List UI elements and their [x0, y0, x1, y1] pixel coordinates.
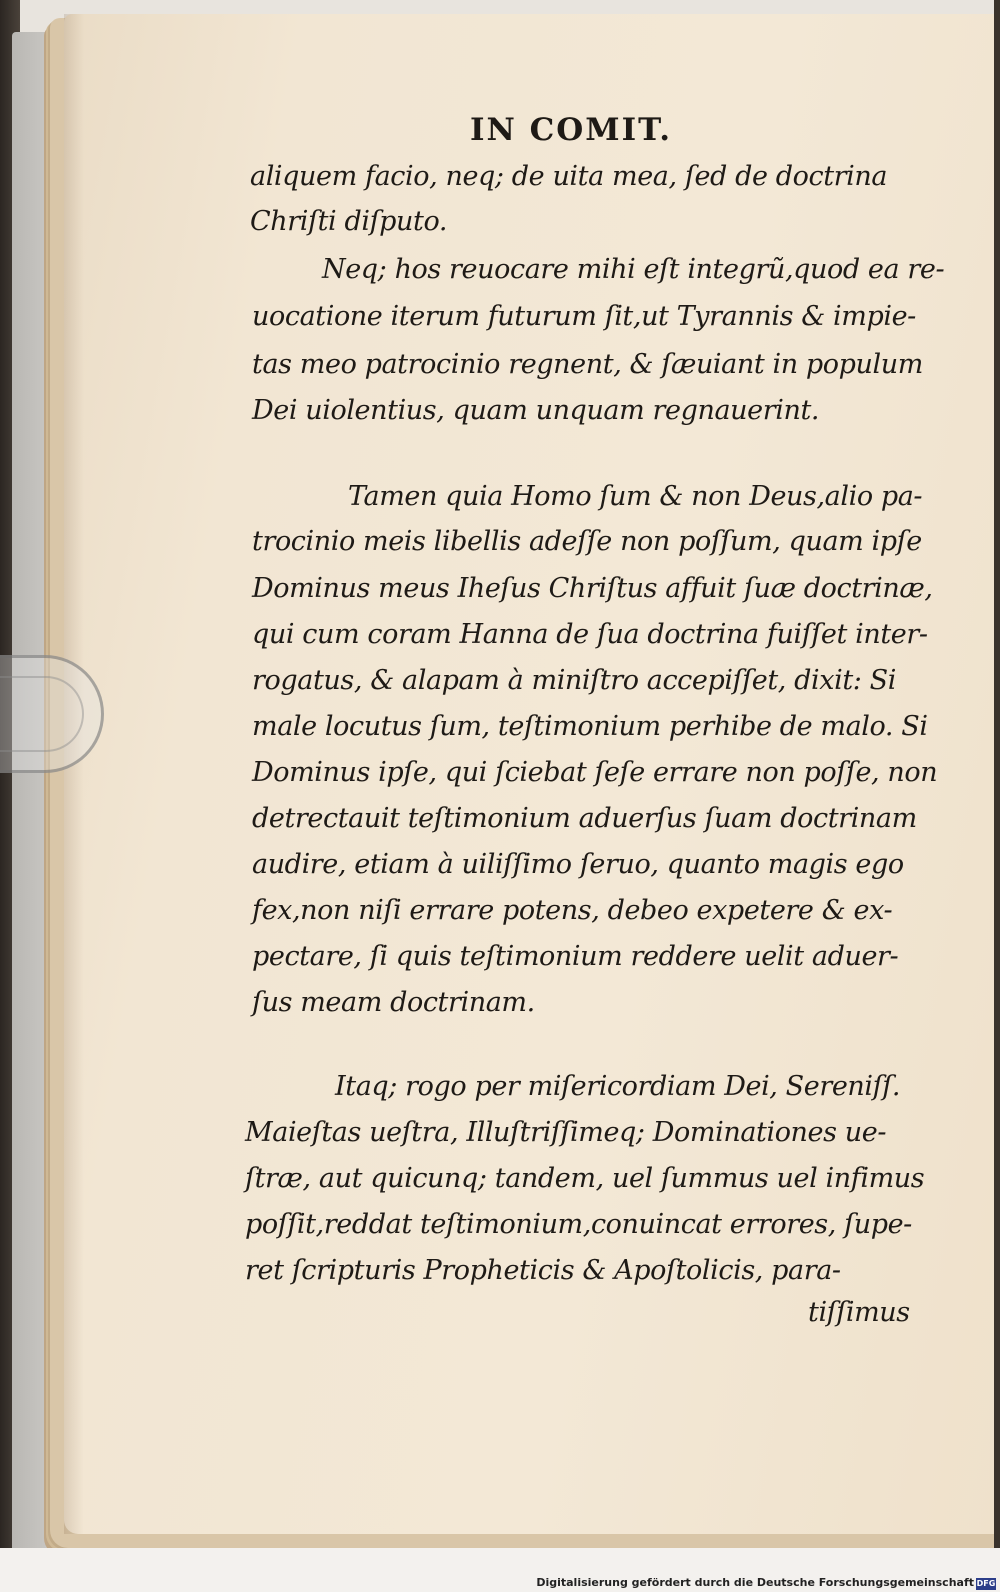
text-line: detrectauit teſtimonium aduerſus ſuam doctrinam	[252, 803, 917, 834]
text-line: rogatus, & alapam à miniſtro accepiſſet, dixit: Si	[252, 665, 897, 696]
text-line: ſtræ, aut quicunq; tandem, uel ſummus uel infimus	[245, 1163, 925, 1194]
catchword: tiſſimus	[808, 1297, 910, 1328]
dfg-logo: DFG	[976, 1579, 996, 1588]
scan-right-edge	[994, 0, 1000, 1548]
text-line: pectare, ſi quis teſtimonium reddere uelit aduer-	[252, 941, 899, 972]
text-line: ſus meam doctrinam.	[252, 987, 535, 1018]
text-line: Tamen quia Homo ſum & non Deus,alio pa-	[348, 481, 923, 512]
text-line: qui cum coram Hanna de ſua doctrina fuiſſet inter-	[252, 619, 928, 650]
running-header: IN COMIT.	[470, 112, 672, 148]
page-clip-inner	[0, 676, 84, 752]
text-line: Maieſtas ueſtra, Illuſtriſſimeq; Dominationes ue-	[245, 1117, 887, 1148]
gutter-shadow	[64, 14, 84, 1534]
text-line: tas meo patrocinio regnent, & ſæuiant in populum	[252, 349, 923, 380]
text-line: ret ſcripturis Propheticis & Apoſtolicis, para-	[245, 1255, 841, 1286]
text-line: trocinio meis libellis adeſſe non poſſum, quam ipſe	[252, 526, 922, 557]
text-line: uocatione iterum futurum ſit,ut Tyrannis & impie-	[252, 301, 916, 332]
text-line: male locutus ſum, teſtimonium perhibe de malo. Si	[252, 711, 928, 742]
text-line: Dominus meus Iheſus Chriſtus affuit ſuæ doctrinæ,	[252, 573, 933, 604]
text-line: poſſit,reddat teſtimonium,conuincat errores, ſupe-	[245, 1209, 912, 1240]
text-line: Chriſti diſputo.	[250, 206, 448, 237]
digitization-credit: Digitalisierung gefördert durch die Deutsche Forschungsgemeinschaft	[536, 1576, 974, 1589]
text-line: aliquem facio, neq; de uita mea, ſed de doctrina	[250, 161, 888, 192]
text-line: Itaq; rogo per miſericordiam Dei, Sereniſſ.	[335, 1071, 901, 1102]
text-line: Dei uiolentius, quam unquam regnauerint.	[252, 395, 820, 426]
text-line: Neq; hos reuocare mihi eſt integrũ,quod ea re-	[322, 254, 945, 285]
text-line: Dominus ipſe, qui ſciebat ſeſe errare non poſſe, non	[252, 757, 938, 788]
text-line: audire, etiam à uiliſſimo ſeruo, quanto magis ego	[252, 849, 904, 880]
text-line: fex,non niſi errare potens, debeo expetere & ex-	[252, 895, 893, 926]
